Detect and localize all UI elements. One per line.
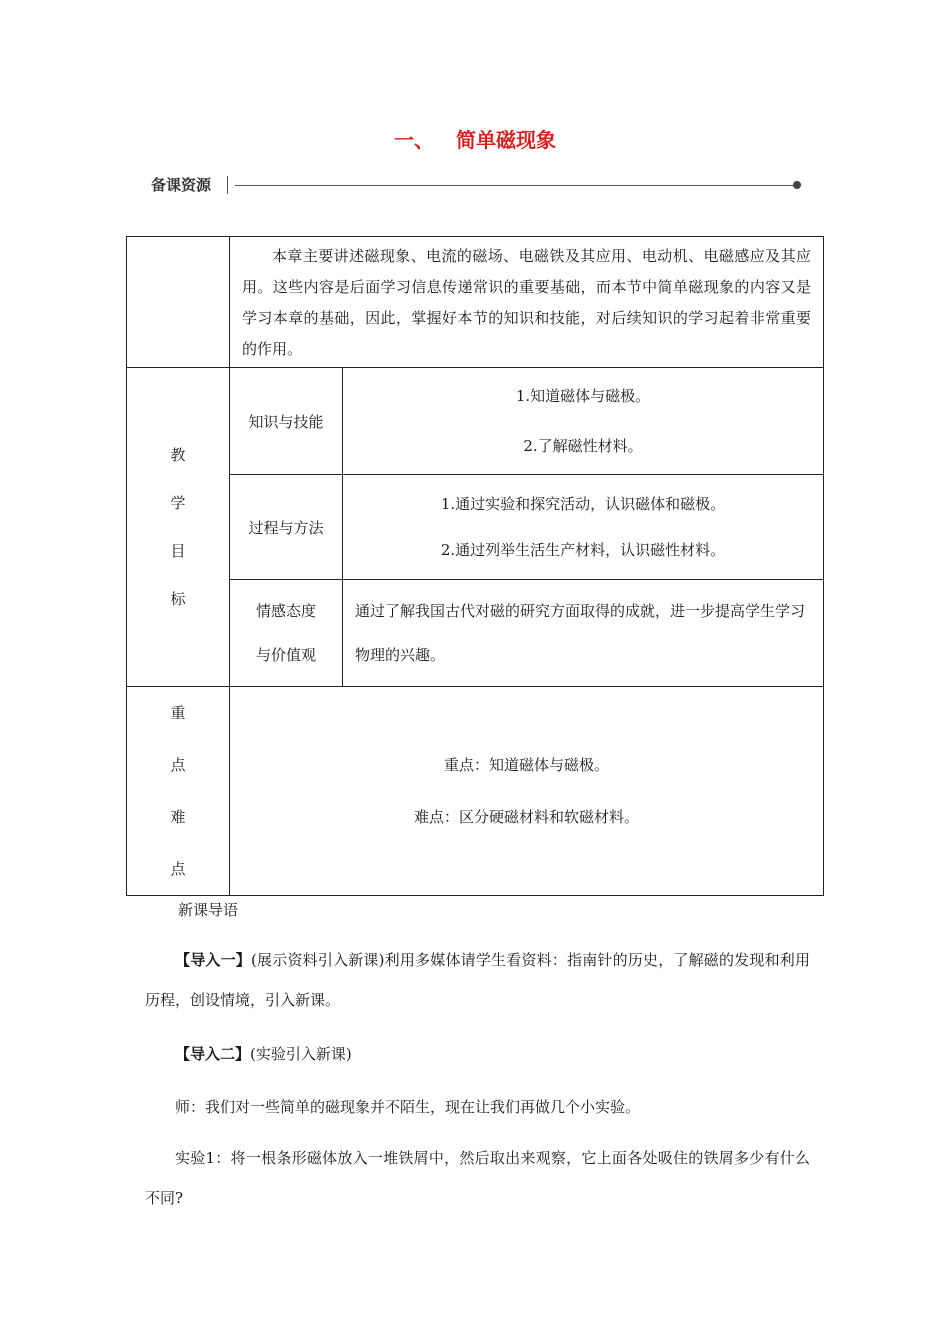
goals-label-char: 教 [170,446,186,464]
page-title [0,124,950,153]
lesson-heading: 新课导语 [178,901,239,919]
section-header-rule [235,185,795,186]
empty-cell [127,237,230,368]
key-point: 重点：知道磁体与磁极。 [443,756,609,774]
title-number: 一、 [394,128,434,152]
process-content [343,475,824,580]
table-row-process [127,475,824,580]
knowledge-content [343,368,824,475]
section-header-dot-icon [793,181,801,189]
intro1-paragraph [145,940,810,1020]
emotion-label-line: 情感态度 [255,602,316,620]
emotion-label-line: 与价值观 [255,646,316,664]
table-row-emotion [127,580,824,687]
experiment1-paragraph: 实验1：将一根条形磁体放入一堆铁屑中，然后取出来观察，它上面各处吸住的铁屑多少有什么不同? [145,1149,810,1207]
keypoints-content [230,687,824,896]
goals-label-char: 学 [170,494,186,512]
section-header-divider [227,176,228,194]
intro2-paragraph [145,1034,810,1074]
process-label: 过程与方法 [230,475,343,580]
table-row-knowledge [127,368,824,475]
knowledge-item: 2.了解磁性材料。 [523,437,643,455]
goals-label [127,368,230,687]
table-row-keypoints [127,687,824,896]
intro1-text: (展示资料引入新课)利用多媒体请学生看资料：指南针的历史，了解磁的发现和利用历程，创设情境，引入新课。 [145,951,810,1009]
section-header [143,174,803,198]
difficult-point: 难点：区分硬磁材料和软磁材料。 [413,808,639,826]
intro2-text: (实验引入新课) [250,1045,352,1063]
key-label-char: 难 [170,808,186,826]
process-item: 2.通过列举生活生产材料，认识磁性材料。 [440,541,726,559]
key-label-char: 重 [170,704,186,722]
teacher-paragraph: 师：我们对一些简单的磁现象并不陌生，现在让我们再做几个小实验。 [175,1098,641,1116]
goals-label-char: 标 [170,590,186,608]
teaching-goals-table [126,236,824,896]
title-text: 简单磁现象 [456,128,556,152]
section-header-label: 备课资源 [147,174,215,196]
emotion-content: 通过了解我国古代对磁的研究方面取得的成就，进一步提高学生学习物理的兴趣。 [343,580,824,687]
key-label-char: 点 [170,756,186,774]
knowledge-item: 1.知道磁体与磁极。 [515,387,651,405]
table-row-intro [127,237,824,368]
intro1-tag: 【导入一】 [175,951,251,969]
knowledge-label: 知识与技能 [230,368,343,475]
emotion-label [230,580,343,687]
key-label-char: 点 [170,860,186,878]
process-item: 1.通过实验和探究活动，认识磁体和磁极。 [440,495,726,513]
goals-label-char: 目 [170,542,186,560]
intro-text: 本章主要讲述磁现象、电流的磁场、电磁铁及其应用、电动机、电磁感应及其应用。这些内容是后面学习信息传递常识的重要基础，而本节中简单磁现象的内容又是学习本章的基础，因此，掌握好本节的知识和技能，对后续知识的学习起着非常重要的作用。 [230,237,824,368]
intro2-tag: 【导入二】 [175,1045,251,1063]
key-label [127,687,230,896]
